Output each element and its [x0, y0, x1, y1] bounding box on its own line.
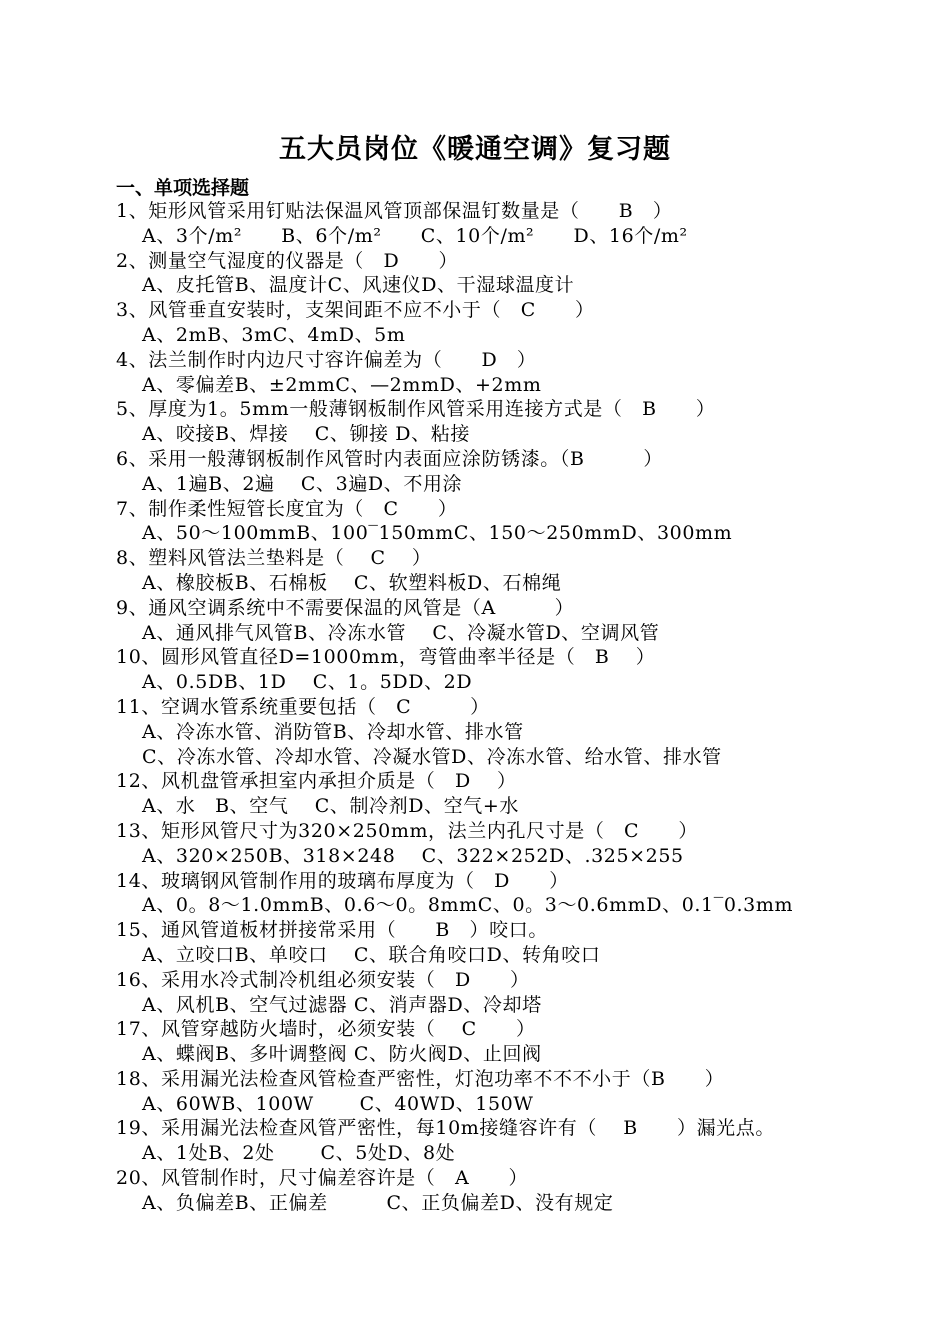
question-text: 4、法兰制作时内边尺寸容许偏差为（ D ） [116, 348, 537, 371]
question-options: A、风机B、空气过滤器 C、消声器D、冷却塔 [142, 993, 542, 1016]
question-options: A、冷冻水管、消防管B、冷却水管、排水管 [142, 720, 524, 743]
question-text: 6、采用一般薄钢板制作风管时内表面应涂防锈漆。（B ） [116, 447, 663, 470]
question-text: 18、采用漏光法检查风管检查严密性，灯泡功率不不不小于（B ） [116, 1067, 725, 1090]
question-text: 8、塑料风管法兰垫料是（ C ） [116, 547, 432, 570]
question-text: 9、通风空调系统中不需要保温的风管是（A ） [116, 596, 575, 619]
question-options: A、1遍B、2遍 C、3遍D、不用涂 [142, 472, 463, 495]
question-item [116, 1116, 936, 1166]
question-item [116, 819, 936, 869]
question-item [116, 546, 936, 596]
question-item [116, 869, 936, 919]
question-options: A、零偏差B、±2mmC、—2mmD、+2mm [142, 373, 542, 396]
question-item [116, 497, 936, 547]
question-item [116, 249, 936, 299]
question-options: A、橡胶板B、石棉板 C、软塑料板D、石棉绳 [142, 571, 562, 594]
question-text: 13、矩形风管尺寸为320×250mm，法兰内孔尺寸是（ C ） [116, 819, 698, 842]
question-options: A、通风排气风管B、冷冻水管 C、冷凝水管D、空调风管 [142, 621, 660, 644]
question-item [116, 397, 936, 447]
question-options: A、60WB、100W C、40WD、150W [142, 1092, 534, 1115]
question-item [116, 1017, 936, 1067]
question-options: A、水 B、空气 C、制冷剂D、空气+水 [142, 795, 520, 818]
question-item [116, 968, 936, 1018]
question-options: C、冷冻水管、冷却水管、冷凝水管D、冷冻水管、给水管、排水管 [142, 745, 722, 768]
question-options: A、0。8～1.0mmB、0.6～0。8mmC、0。3～0.6mmD、0.1‾0.3mm [142, 894, 794, 917]
question-text: 14、玻璃钢风管制作用的玻璃布厚度为（ D ） [116, 869, 569, 892]
question-text: 7、制作柔性短管长度宜为（ C ） [116, 497, 458, 520]
question-text: 17、风管穿越防火墙时，必须安装（ C ） [116, 1018, 536, 1041]
section-heading: 一、单项选择题 [116, 177, 250, 199]
question-text: 2、测量空气湿度的仪器是（ D ） [116, 249, 459, 272]
question-options: A、皮托管B、温度计C、风速仪D、干湿球温度计 [142, 274, 575, 297]
question-options: A、2mB、3mC、4mD、5m [142, 323, 406, 346]
question-options: A、50～100mmB、100‾150mmC、150～250mmD、300mm [142, 522, 733, 545]
question-list [116, 199, 936, 1216]
question-options: A、负偏差B、正偏差 C、正负偏差D、没有规定 [142, 1191, 614, 1214]
question-item [116, 596, 936, 646]
question-item [116, 348, 936, 398]
question-text: 3、风管垂直安装时，支架间距不应不小于（ C ） [116, 299, 595, 322]
question-item [116, 769, 936, 819]
question-options: A、3个/m² B、6个/m² C、10个/m² D、16个/m² [142, 224, 688, 247]
question-item [116, 447, 936, 497]
question-text: 15、通风管道板材拼接常采用（ B ）咬口。 [116, 919, 548, 942]
question-item [116, 1067, 936, 1117]
question-text: 16、采用水冷式制冷机组必须安装（ D ） [116, 968, 530, 991]
question-text: 12、风机盘管承担室内承担介质是（ D ） [116, 770, 517, 793]
question-item [116, 695, 936, 769]
question-item [116, 918, 936, 968]
question-item [116, 199, 936, 249]
question-options: A、0.5DB、1D C、1。5DD、2D [142, 671, 473, 694]
question-item [116, 298, 936, 348]
question-item [116, 645, 936, 695]
question-options: A、咬接B、焊接 C、铆接 D、粘接 [142, 423, 470, 446]
question-options: A、1处B、2处 C、5处D、8处 [142, 1142, 456, 1165]
question-options: A、320×250B、318×248 C、322×252D、.325×255 [142, 844, 684, 867]
question-text: 20、风管制作时，尺寸偏差容许是（ A ） [116, 1167, 529, 1190]
question-item [116, 1166, 936, 1216]
question-text: 19、采用漏光法检查风管严密性，每10m接缝容许有（ B ）漏光点。 [116, 1117, 775, 1140]
question-text: 11、空调水管系统重要包括（ C ） [116, 695, 490, 718]
question-text: 10、圆形风管直径D=1000mm，弯管曲率半径是（ B ） [116, 646, 656, 669]
document-title: 五大员岗位《暖通空调》复习题 [279, 134, 671, 165]
question-options: A、立咬口B、单咬口 C、联合角咬口D、转角咬口 [142, 943, 601, 966]
question-text: 5、厚度为1。5mm一般薄钢板制作风管采用连接方式是（ B ） [116, 398, 716, 421]
question-text: 1、矩形风管采用钉贴法保温风管顶部保温钉数量是（ B ） [116, 200, 673, 222]
question-options: A、蝶阀B、多叶调整阀 C、防火阀D、止回阀 [142, 1043, 542, 1066]
